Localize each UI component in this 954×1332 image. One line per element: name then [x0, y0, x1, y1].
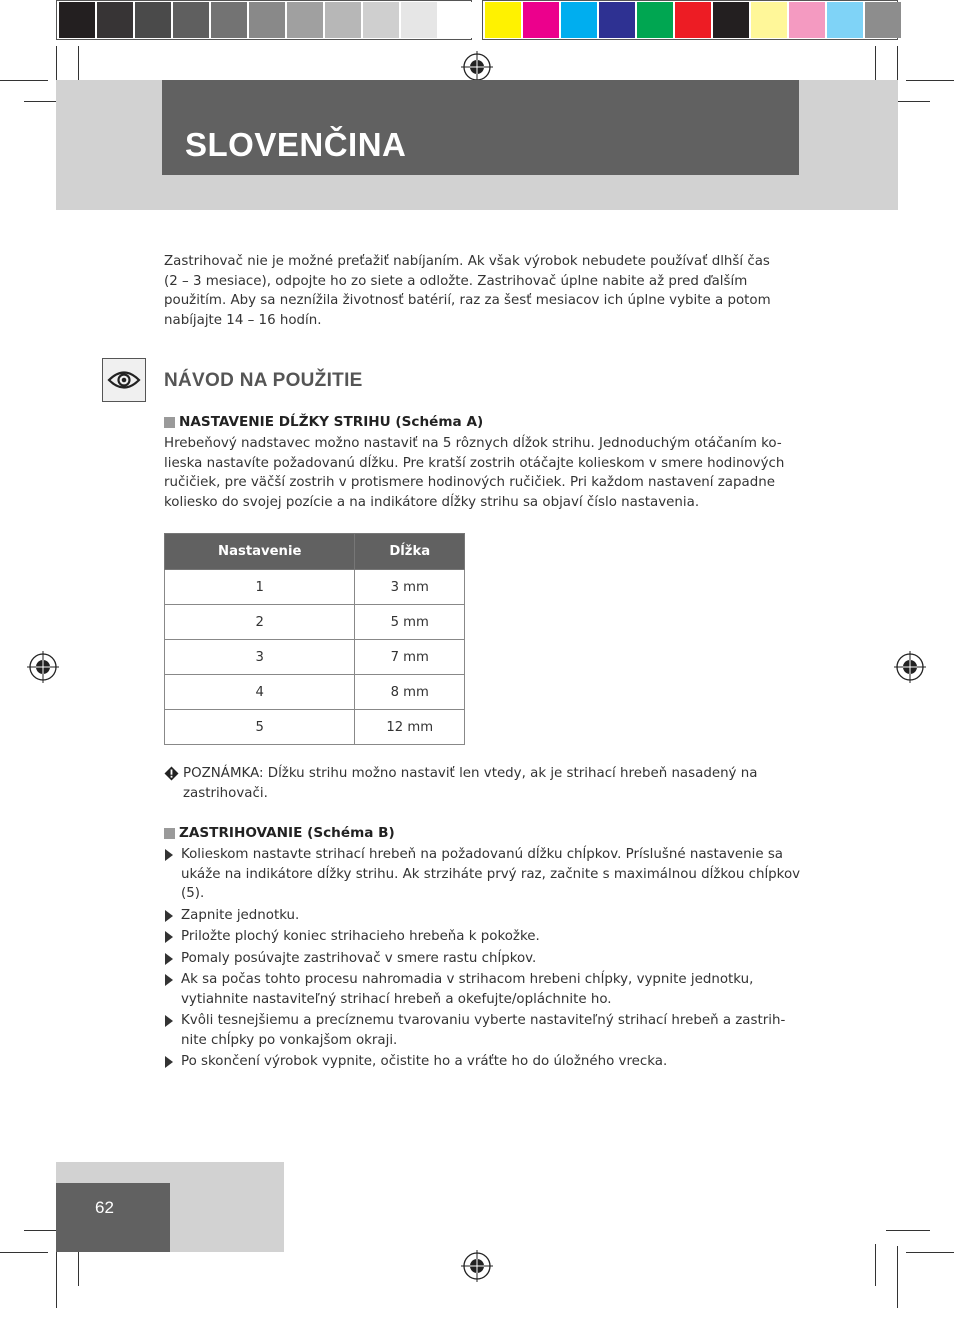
triangle-bullet-icon	[165, 1056, 173, 1068]
text-line: ručičiek, pre väčší zostrih v protismere hodinových ručičiek. Pri každom nastavení zapadne	[164, 475, 775, 490]
color-swatches	[485, 2, 903, 38]
table-row	[165, 710, 465, 745]
table-cell: 2	[165, 605, 355, 640]
trimming-steps	[164, 845, 804, 1074]
color-swatch	[363, 2, 399, 38]
intro-paragraph	[164, 252, 771, 330]
list-item: Zapnite jednotku.	[164, 906, 804, 926]
page-number: 62	[95, 1198, 114, 1217]
registration-mark-icon	[461, 1250, 493, 1282]
table-cell: 3	[165, 640, 355, 675]
triangle-bullet-icon	[165, 931, 173, 943]
text-line: POZNÁMKA: Dĺžku strihu možno nastaviť len vtedy, ak je strihací hrebeň nasadený na	[183, 766, 758, 781]
table-cell: 1	[165, 570, 355, 605]
color-swatch	[827, 2, 863, 38]
color-swatch	[97, 2, 133, 38]
color-swatch	[439, 2, 475, 38]
trimming-heading	[164, 825, 395, 841]
table-cell: 8 mm	[355, 675, 465, 710]
color-swatch	[211, 2, 247, 38]
crop-mark	[886, 1230, 930, 1231]
crop-mark	[897, 1246, 898, 1308]
crop-mark	[906, 1252, 954, 1253]
triangle-bullet-icon	[165, 849, 173, 861]
grayscale-swatches	[59, 2, 477, 38]
list-item: Ak sa počas tohto procesu nahromadia v strihacom hrebeni chĺpky, vypnite jednotku, vytiahnite nastaviteľný strihací hrebeň a okefujte/opláchnite ho.	[164, 970, 804, 1009]
list-item: Priložte plochý koniec strihacieho hrebeňa k pokožke.	[164, 927, 804, 947]
page-title: SLOVENČINA	[185, 126, 407, 163]
subheading-text: ZASTRIHOVANIE	[179, 825, 303, 841]
color-swatch	[59, 2, 95, 38]
length-setting-heading	[164, 414, 483, 430]
color-swatch	[401, 2, 437, 38]
color-swatch	[675, 2, 711, 38]
warning-diamond-icon	[164, 766, 179, 781]
section-heading: NÁVOD NA POUŽITIE	[164, 370, 363, 391]
crop-mark	[906, 80, 954, 81]
text-line: koliesko do svojej pozície a na indikátore dĺžky strihu sa objaví číslo nastavenia.	[164, 494, 700, 510]
table-cell: 3 mm	[355, 570, 465, 605]
color-swatch	[173, 2, 209, 38]
text-line: nabíjajte 14 – 16 hodín.	[164, 312, 322, 328]
color-swatch	[789, 2, 825, 38]
text-line: (2 – 3 mesiace), odpojte ho zo siete a odložte. Zastrihovač úplne nabite až pred ďalším	[164, 273, 748, 289]
list-item: Kolieskom nastavte strihací hrebeň na požadovanú dĺžku chĺpkov. Príslušné nastavenie sa ukáže na indikátore dĺžky strihu. Ak strziháte prvý raz, začnite s maximálnou dĺžkou chĺpkov (5).	[164, 845, 804, 904]
table-row	[165, 640, 465, 675]
length-table	[164, 533, 465, 745]
triangle-bullet-icon	[165, 910, 173, 922]
triangle-bullet-icon	[165, 953, 173, 965]
crop-mark	[0, 1252, 48, 1253]
table-row	[165, 675, 465, 710]
eye-icon	[102, 358, 146, 402]
registration-mark-icon	[461, 51, 493, 83]
table-row	[165, 570, 465, 605]
square-bullet-icon	[164, 417, 175, 428]
table-cell: 4	[165, 675, 355, 710]
color-swatch	[287, 2, 323, 38]
text-line: použitím. Aby sa neznížila životnosť batérií, raz za šesť mesiacov ich úplne vybite a potom	[164, 293, 771, 308]
table-cell: 5 mm	[355, 605, 465, 640]
subheading-text: NASTAVENIE DĹŽKY STRIHU	[179, 414, 391, 430]
color-swatch	[599, 2, 635, 38]
color-swatch	[561, 2, 597, 38]
column-header: Dĺžka	[355, 534, 465, 570]
column-header: Nastavenie	[165, 534, 355, 570]
color-swatch	[485, 2, 521, 38]
triangle-bullet-icon	[165, 1015, 173, 1027]
table-header-row	[165, 534, 465, 570]
registration-mark-icon	[27, 651, 59, 683]
color-swatch	[325, 2, 361, 38]
list-item: Po skončení výrobok vypnite, očistite ho a vráťte ho do úložného vrecka.	[164, 1052, 804, 1072]
color-swatch	[135, 2, 171, 38]
note-block	[164, 764, 804, 803]
text-line: Zastrihovač nie je možné preťažiť nabíjaním. Ak však výrobok nebudete používať dlhší čas	[164, 254, 770, 269]
color-swatch	[249, 2, 285, 38]
color-swatch	[637, 2, 673, 38]
square-bullet-icon	[164, 828, 175, 839]
crop-mark	[56, 1246, 57, 1308]
table-cell: 12 mm	[355, 710, 465, 745]
table-cell: 5	[165, 710, 355, 745]
color-swatch	[523, 2, 559, 38]
table-row	[165, 605, 465, 640]
color-swatch	[713, 2, 749, 38]
color-swatch	[751, 2, 787, 38]
subheading-suffix: (Schéma A)	[395, 414, 484, 430]
subheading-suffix: (Schéma B)	[307, 825, 395, 841]
text-line: Hrebeňový nadstavec možno nastaviť na 5 rôznych dĺžok strihu. Jednoduchým otáčaním ko-	[164, 436, 782, 451]
length-setting-paragraph	[164, 434, 784, 512]
text-line: zastrihovači.	[183, 785, 268, 801]
crop-mark	[875, 1244, 876, 1286]
table-cell: 7 mm	[355, 640, 465, 675]
list-item: Kvôli tesnejšiemu a precíznemu tvarovaniu vyberte nastaviteľný strihací hrebeň a zastrih-nite chĺpky po vonkajšom okraji.	[164, 1011, 804, 1050]
triangle-bullet-icon	[165, 974, 173, 986]
text-line: lieska nastavíte požadovanú dĺžku. Pre kratší zostrih otáčajte kolieskom v smere hodinových	[164, 455, 785, 471]
crop-mark	[0, 80, 48, 81]
list-item: Pomaly posúvajte zastrihovač v smere rastu chĺpkov.	[164, 949, 804, 969]
color-swatch	[865, 2, 901, 38]
registration-mark-icon	[894, 651, 926, 683]
